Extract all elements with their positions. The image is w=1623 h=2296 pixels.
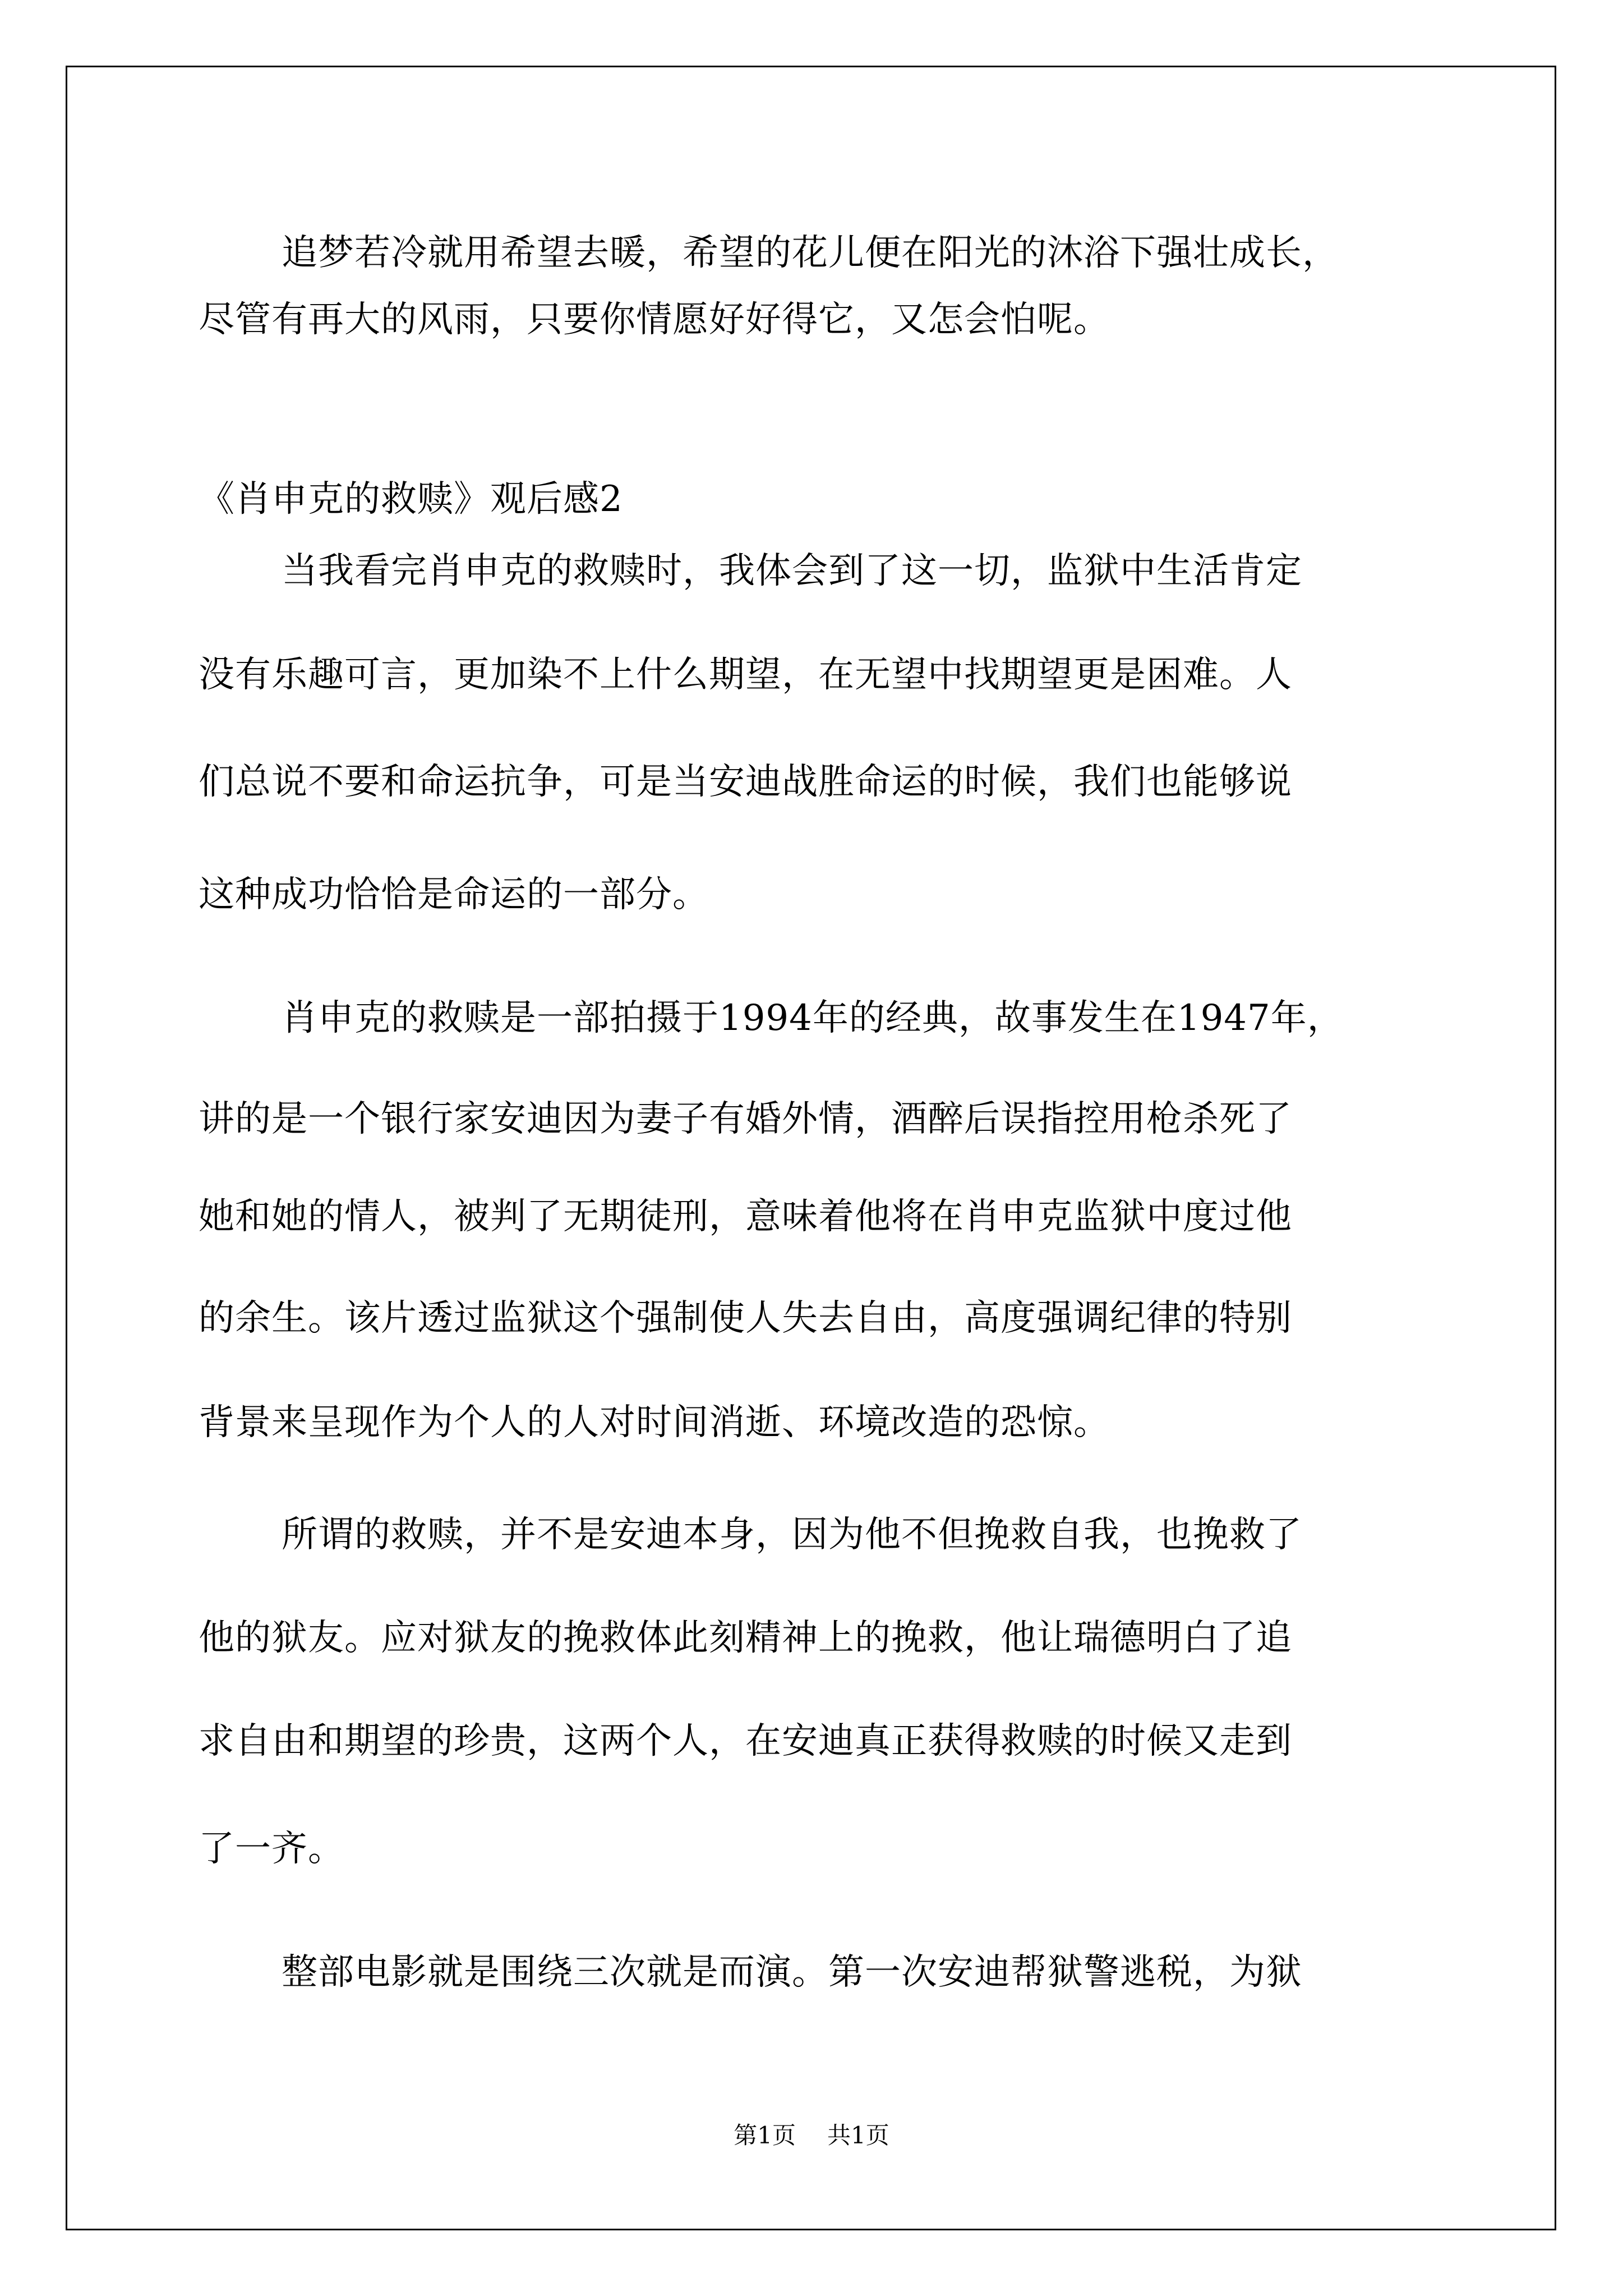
page-footer — [0, 2124, 1623, 2147]
text-line: 他的狱友。应对狱友的挽救体此刻精神上的挽救，他让瑞德明白了追 — [199, 1617, 1292, 1659]
text-line: 们总说不要和命运抗争，可是当安迪战胜命运的时候，我们也能够说 — [199, 761, 1292, 803]
text-line: 的余生。该片透过监狱这个强制使人失去自由，高度强调纪律的特别 — [199, 1297, 1292, 1339]
text-line: 她和她的情人，被判了无期徒刑，意味着他将在肖申克监狱中度过他 — [199, 1196, 1292, 1237]
text-line: 整部电影就是围绕三次就是而演。第一次安迪帮狱警逃税，为狱 — [282, 1952, 1302, 1993]
text-line: 所谓的救赎，并不是安迪本身，因为他不但挽救自我，也挽救了 — [282, 1514, 1302, 1556]
text-line: 尽管有再大的风雨，只要你情愿好好得它，又怎会怕呢。 — [199, 299, 1110, 341]
text-line: 当我看完肖申克的救赎时，我体会到了这一切，监狱中生活肯定 — [282, 550, 1302, 592]
text-line: 没有乐趣可言，更加染不上什么期望，在无望中找期望更是困难。人 — [199, 654, 1292, 696]
page-total: 共1页 — [827, 2122, 889, 2149]
text-line: 追梦若冷就用希望去暖，希望的花儿便在阳光的沐浴下强壮成长， — [282, 232, 1339, 274]
text-line: 背景来呈现作为个人的人对时间消逝、环境改造的恐惊。 — [199, 1402, 1110, 1443]
section-heading: 《肖申克的救赎》观后感2 — [199, 478, 623, 520]
text-line: 了一齐。 — [199, 1828, 344, 1870]
text-line: 讲的是一个银行家安迪因为妻子有婚外情，酒醉后误指控用枪杀死了 — [199, 1098, 1292, 1140]
page-number: 第1页 — [734, 2122, 796, 2149]
text-line: 这种成功恰恰是命运的一部分。 — [199, 874, 709, 915]
page-border — [66, 66, 1556, 2230]
text-line: 肖申克的救赎是一部拍摄于1994年的经典，故事发生在1947年， — [282, 997, 1344, 1039]
text-line: 求自由和期望的珍贵，这两个人，在安迪真正获得救赎的时候又走到 — [199, 1720, 1292, 1762]
